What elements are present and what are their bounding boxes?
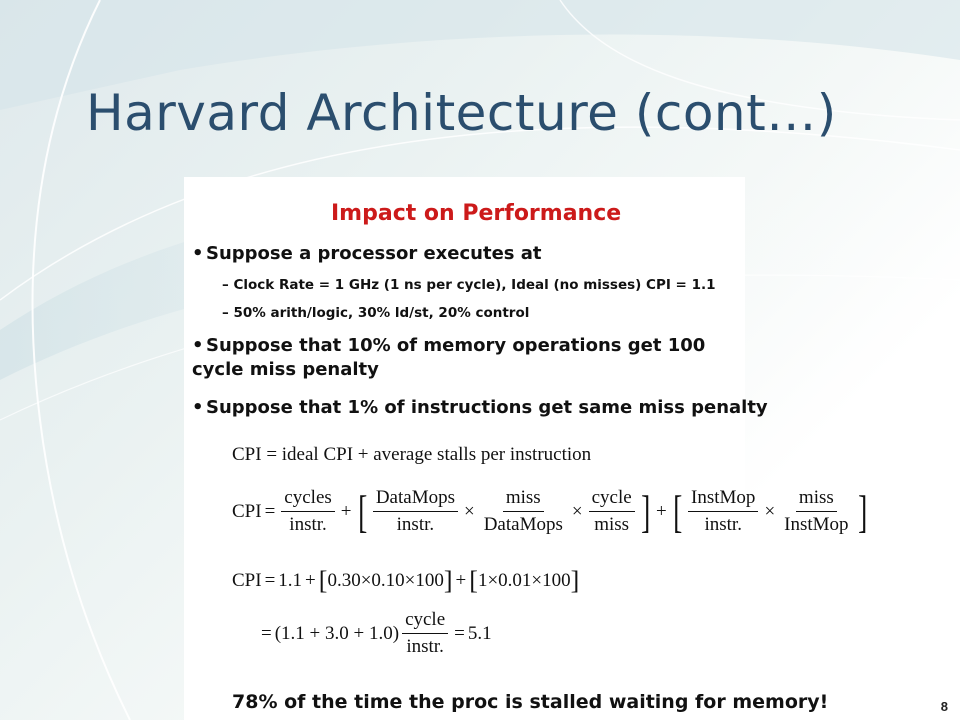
slide-title: Harvard Architecture (cont…) [86, 84, 837, 142]
bracket-close: ] [443, 566, 453, 595]
bullet-text: Suppose that 10% of memory operations get 100 cycle miss penalty [192, 335, 706, 380]
numerator: miss [796, 487, 837, 512]
bracket-open: [ [318, 566, 328, 595]
numerator: cycles [281, 487, 334, 512]
bracket-open: [ [672, 485, 682, 537]
figure-heading: Impact on Performance [331, 201, 622, 226]
fraction-cycle-instr [402, 609, 448, 658]
fraction-datamops-instr [373, 487, 458, 536]
subbullet-mix: – 50% arith/logic, 30% ld/st, 20% control [222, 305, 530, 321]
slide-number: 8 [940, 699, 948, 714]
eq-lhs: CPI [232, 500, 262, 522]
subbullet-clock: – Clock Rate = 1 GHz (1 ns per cycle), Ideal (no misses) CPI = 1.1 [222, 277, 716, 293]
denominator: InstMop [784, 514, 849, 535]
numerator: cycle [589, 487, 635, 512]
denominator: instr. [406, 636, 444, 657]
denominator: instr. [396, 514, 435, 535]
eq-sum: (1.1 + 3.0 + 1.0) [274, 622, 400, 644]
subbullet-text: Clock Rate = 1 GHz (1 ns per cycle), Ideal (no misses) CPI = 1.1 [233, 277, 716, 293]
bullet-instruction-miss: • Suppose that 1% of instructions get same miss penalty [192, 397, 768, 418]
numerator: DataMops [373, 487, 458, 512]
denominator: instr. [289, 514, 327, 535]
bullet-processor: • Suppose a processor executes at [192, 243, 542, 264]
eq-lhs: CPI [232, 570, 262, 591]
bullet-memory-miss: • Suppose that 10% of memory operations get 100 cycle miss penalty [192, 335, 706, 380]
performance-figure [184, 177, 867, 720]
numerator: cycle [402, 609, 448, 634]
bullet-text: Suppose that 1% of instructions get same miss penalty [206, 397, 768, 418]
equation-cpi-numeric: CPI = 1.1 + [ 0.30×0.10×100 ] + [ 1×0.01×100 ] [232, 566, 580, 595]
fraction-instmop-instr [688, 487, 758, 536]
bracket-close: ] [640, 485, 650, 537]
eq-result: 5.1 [467, 622, 492, 644]
fraction-cycles-instr [281, 487, 334, 536]
equation-cpi-expanded: CPI = $\frac{\text{cycles}}{\text{instr.}}$ + [ $\frac{\text{DataMops}}{\text{instr.}}$ × $\frac{\text{miss}}{\text{DataMops}}$ × $\frac{\text{cycle}}{\text{miss}}$ ] + [ $\frac{\text{InstMop}}{\text{instr.}}$ × $\frac{\text{miss}}{\text{InstMop}}$ ] [232, 485, 867, 537]
eq-term-inst: 1×0.01×100 [477, 570, 571, 591]
bullet-text: Suppose a processor executes at [206, 243, 542, 264]
numerator: InstMop [688, 487, 758, 512]
eq-const: 1.1 [278, 570, 303, 591]
eq-term-data: 0.30×0.10×100 [327, 570, 444, 591]
denominator: DataMops [483, 514, 563, 535]
subbullet-text: 50% arith/logic, 30% ld/st, 20% control [233, 305, 530, 321]
bracket-close: ] [857, 485, 867, 537]
fraction-miss-datamops [481, 487, 566, 536]
fraction-cycle-miss [589, 487, 635, 536]
bracket-open: [ [357, 485, 367, 537]
bracket-open: [ [469, 566, 478, 595]
equation-cpi-definition: CPI = ideal CPI + average stalls per instruction [232, 444, 592, 465]
conclusion-text: 78% of the time the proc is stalled waiting for memory! [232, 691, 829, 713]
numerator: miss [503, 487, 544, 512]
fraction-miss-instmop [781, 487, 851, 536]
denominator: miss [594, 514, 630, 535]
denominator: instr. [704, 514, 742, 535]
equation-cpi-result: = (1.1 + 3.0 + 1.0) $\frac{\text{cycle}}{\text{instr.}}$ = 5.1 [261, 609, 492, 657]
bracket-close: ] [570, 566, 580, 595]
